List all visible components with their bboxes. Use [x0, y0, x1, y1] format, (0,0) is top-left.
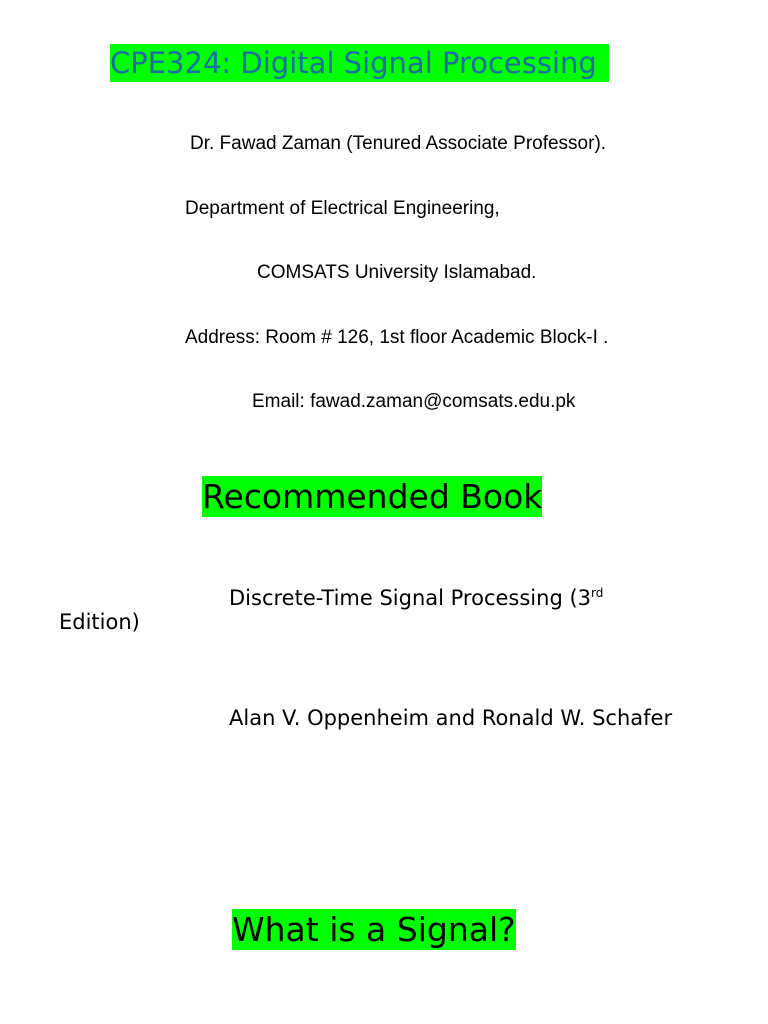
address-line: Address: Room # 126, 1st floor Academic Block-I .: [185, 327, 609, 348]
recommended-book-heading: Recommended Book: [202, 477, 543, 516]
book-title-prefix: Discrete-Time Signal Processing (3: [229, 586, 592, 610]
university-line: COMSATS University Islamabad.: [257, 262, 537, 283]
course-title: CPE324: Digital Signal Processing: [110, 44, 609, 82]
book-title-wrap: Edition): [59, 610, 140, 634]
instructor-name: Dr. Fawad Zaman (Tenured Associate Professor).: [190, 133, 607, 154]
what-is-a-signal-heading: What is a Signal?: [232, 910, 516, 949]
book-edition-superscript: rd: [591, 586, 604, 600]
email-line: Email: fawad.zaman@comsats.edu.pk: [252, 391, 576, 412]
book-authors: Alan V. Oppenheim and Ronald W. Schafer: [229, 706, 673, 730]
book-title-line: [229, 585, 603, 611]
department-line: Department of Electrical Engineering,: [185, 198, 500, 219]
